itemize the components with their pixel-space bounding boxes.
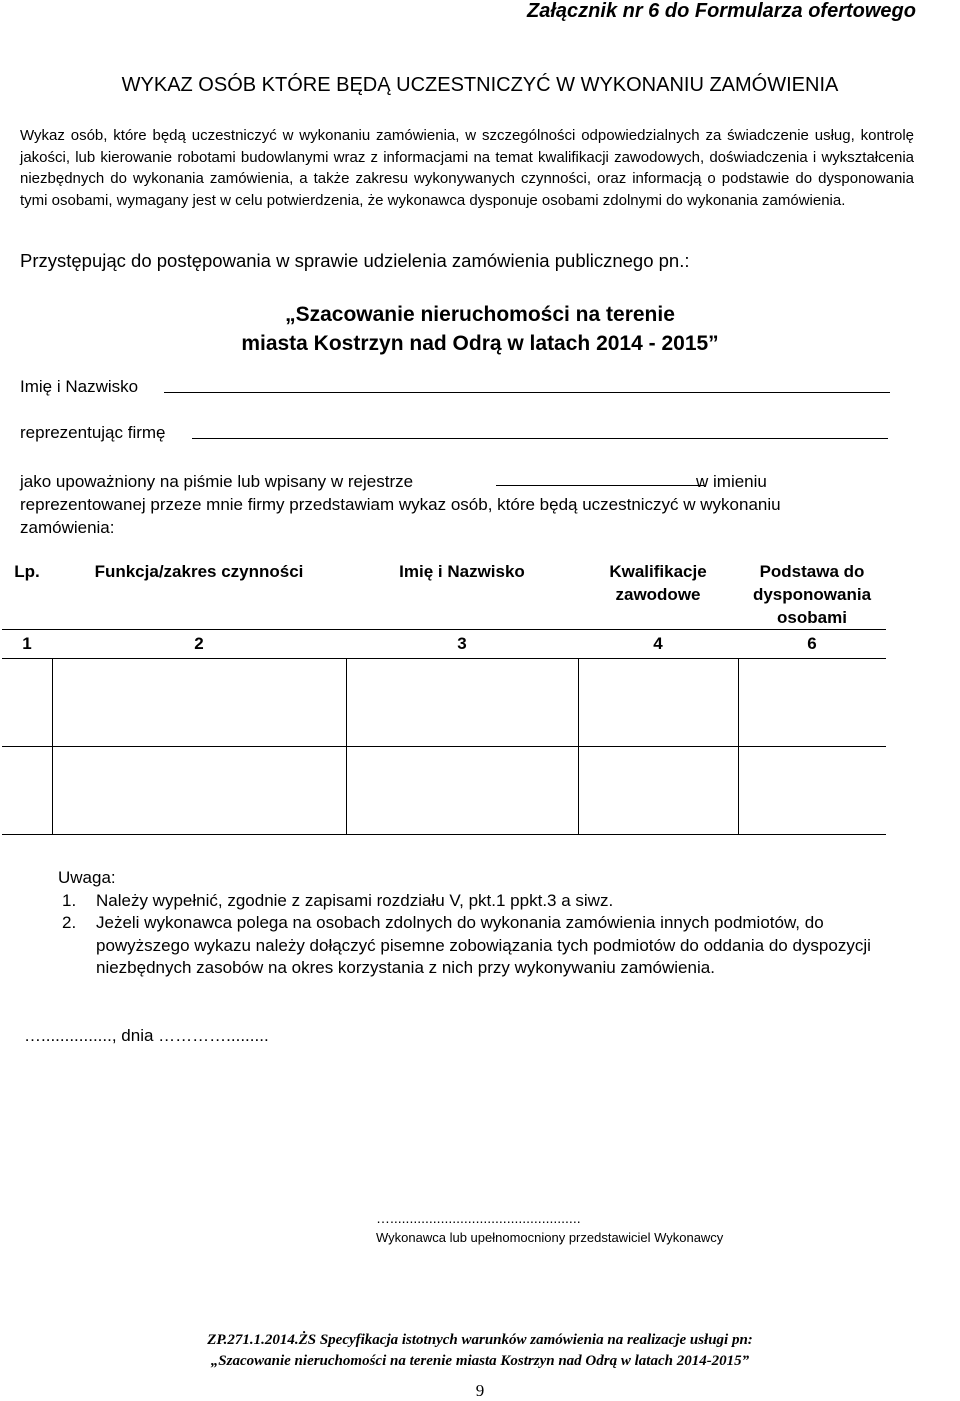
subject-line-2: miasta Kostrzyn nad Odrą w latach 2014 - 2015” bbox=[241, 332, 719, 355]
col-number: 2 bbox=[52, 630, 346, 659]
page-number: 9 bbox=[475, 1381, 485, 1400]
register-input-line[interactable] bbox=[496, 485, 704, 486]
subject-line-1: „Szacowanie nieruchomości na terenie bbox=[285, 303, 675, 326]
table-cell[interactable] bbox=[2, 747, 52, 835]
remark-item bbox=[58, 912, 918, 980]
table-cell[interactable] bbox=[738, 747, 886, 835]
annex-label: Załącznik nr 6 do Formularza ofertowego bbox=[527, 0, 916, 22]
signature-line[interactable]: …................................................. bbox=[376, 1210, 581, 1226]
col-header-lp: Lp. bbox=[14, 562, 40, 581]
table-number-row bbox=[2, 630, 886, 659]
col-header-qualifications: Kwalifikacje zawodowe bbox=[609, 562, 707, 604]
remarks-section bbox=[58, 867, 918, 980]
authorization-text-4: zamówienia: bbox=[20, 518, 115, 537]
intro-paragraph: Wykaz osób, które będą uczestniczyć w wykonaniu zamówienia, w szczególności odpowiedzialnych za świadczenie usług, kontrolę jakości, lub kierowanie robotami budowlanymi wraz z informacjami na temat kwalifikacji zawodowych, doświadczenia i wykształcenia niezbędnych do wykonania zamówienia, a także zakresu wykonywanych czynności, oraz informacją o podstawie do dysponowania tymi osobami, wymagany jest w celu potwierdzenia, że wykonawca dysponuje osobami zdolnymi do wykonania zamówienia. bbox=[20, 127, 914, 209]
table-row bbox=[2, 747, 886, 835]
remark-text: Jeżeli wykonawca polega na osobach zdolnych do wykonania zamówienia innych podmiotów, do powyższego wykazu należy dołączyć pisemne zobowiązania tych podmiotów do oddania do dyspozycji niezbędnych zasobów na okres korzystania z nich przy wykonywaniu zamówienia. bbox=[96, 913, 871, 977]
table-cell[interactable] bbox=[52, 747, 346, 835]
table-cell[interactable] bbox=[2, 659, 52, 747]
col-header-basis: Podstawa do dysponowania osobami bbox=[752, 562, 872, 627]
remark-number: 2. bbox=[62, 913, 77, 932]
contract-subject bbox=[0, 300, 960, 358]
table-header-row bbox=[2, 558, 886, 630]
proceeding-statement: Przystępując do postępowania w sprawie udzielenia zamówienia publicznego pn.: bbox=[20, 250, 690, 271]
table-cell[interactable] bbox=[578, 659, 738, 747]
remark-text: Należy wypełnić, zgodnie z zapisami rozdziału V, pkt.1 ppkt.3 a siwz. bbox=[96, 890, 614, 910]
date-line[interactable]: …..............., dnia …………......... bbox=[24, 1026, 269, 1045]
footer-line-1: ZP.271.1.2014.ŻS Specyfikacja istotnych warunków zamówienia na realizacje usługi pn: bbox=[207, 1332, 753, 1348]
remark-item bbox=[58, 890, 918, 913]
col-number: 3 bbox=[346, 630, 578, 659]
remark-number: 1. bbox=[62, 890, 77, 910]
name-input-line[interactable] bbox=[164, 392, 890, 393]
authorization-text-2: w imieniu bbox=[696, 472, 767, 491]
authorization-text-1: jako upoważniony na piśmie lub wpisany w rejestrze bbox=[20, 472, 414, 491]
table-cell[interactable] bbox=[346, 747, 578, 835]
remarks-label: Uwaga: bbox=[58, 868, 116, 887]
table-cell[interactable] bbox=[738, 659, 886, 747]
table-row bbox=[2, 659, 886, 747]
table-cell[interactable] bbox=[52, 659, 346, 747]
signature-label: Wykonawca lub upełnomocniony przedstawiciel Wykonawcy bbox=[376, 1230, 724, 1245]
name-label: Imię i Nazwisko bbox=[20, 377, 139, 396]
persons-table bbox=[2, 558, 886, 835]
col-number: 6 bbox=[738, 630, 886, 659]
company-label: reprezentując firmę bbox=[20, 423, 166, 442]
authorization-statement bbox=[20, 470, 920, 539]
col-header-function: Funkcja/zakres czynności bbox=[94, 562, 304, 581]
table-cell[interactable] bbox=[346, 659, 578, 747]
page-footer bbox=[0, 1330, 960, 1372]
footer-line-2: „Szacowanie nieruchomości na terenie miasta Kostrzyn nad Odrą w latach 2014-2015” bbox=[210, 1353, 750, 1369]
document-title: WYKAZ OSÓB KTÓRE BĘDĄ UCZESTNICZYĆ W WYKONANIU ZAMÓWIENIA bbox=[121, 74, 839, 96]
authorization-text-3: reprezentowanej przeze mnie firmy przedstawiam wykaz osób, które będą uczestniczyć w wykonaniu bbox=[20, 495, 781, 514]
col-header-name: Imię i Nazwisko bbox=[399, 562, 525, 581]
col-number: 1 bbox=[2, 630, 52, 659]
company-input-line[interactable] bbox=[192, 438, 888, 439]
table-cell[interactable] bbox=[578, 747, 738, 835]
col-number: 4 bbox=[578, 630, 738, 659]
